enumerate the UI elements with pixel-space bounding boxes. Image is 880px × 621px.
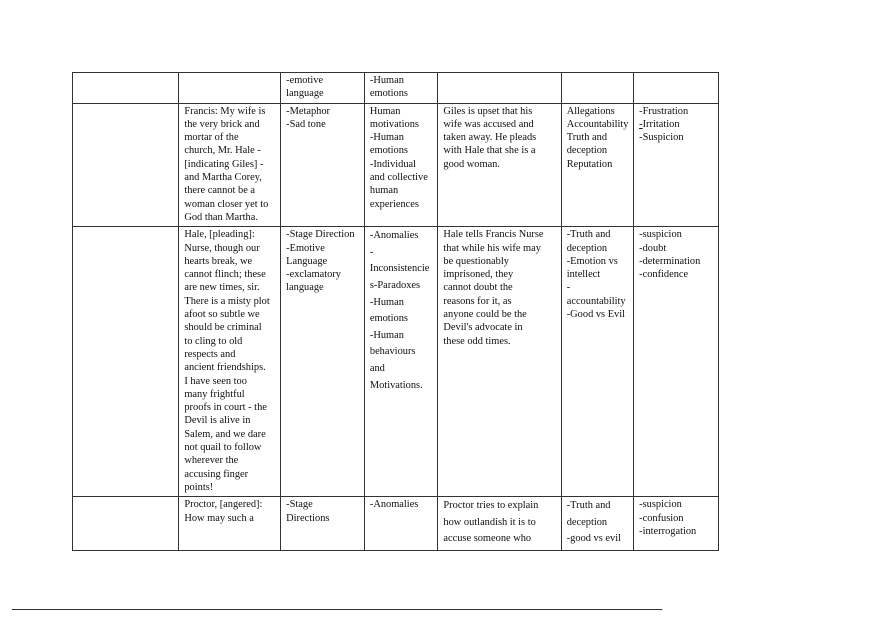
quote-cell [179, 497, 281, 551]
cell-line: accountability [566, 295, 626, 307]
cell-line: -Emotive [286, 242, 325, 254]
cell-line: many frightful [184, 388, 245, 400]
cell-line: Devil's advocate in [443, 322, 523, 334]
cell-line: -Suspicion [639, 132, 684, 144]
cell-line: - [566, 282, 571, 294]
cell-line: -Sad tone [286, 118, 326, 130]
cell-line: the very brick and [184, 118, 260, 130]
cell-line: -confidence [639, 269, 689, 281]
cell-line: -suspicion [639, 229, 682, 241]
cell-line: -doubt [639, 242, 667, 254]
cell-line: woman closer yet to [184, 198, 269, 210]
cell-line: -Human [369, 296, 404, 308]
cell-line: -Good vs Evil [566, 309, 626, 321]
cell-line: proofs in court - the [184, 402, 267, 414]
cell-line: to cling to old [184, 335, 243, 347]
cell-line: Accountability [566, 118, 629, 130]
cell-line: Motivations. [369, 379, 423, 391]
cell-line: Directions [286, 512, 330, 524]
cell-line: points! [184, 481, 214, 493]
cell-line: s-Paradoxes [369, 280, 421, 292]
cell-line: cannot doubt the [443, 282, 513, 294]
cell-line: and Martha Corey, [184, 172, 262, 184]
quote-cell [179, 227, 281, 497]
analysis-table [72, 72, 719, 551]
explanation-cell [438, 73, 561, 104]
cell-line: human [369, 185, 399, 197]
concepts-cell [364, 227, 438, 497]
blank-cell [73, 73, 179, 104]
cell-line: -confusion [639, 512, 684, 524]
quote-cell [179, 103, 281, 227]
blank-cell [73, 103, 179, 227]
cell-line: Hale, [pleading]: [184, 229, 255, 241]
emotions-cell [634, 497, 719, 551]
cell-line: -Human [369, 75, 404, 86]
concepts-cell [364, 73, 438, 104]
techniques-cell [281, 73, 365, 104]
cell-line: Nurse, though our [184, 242, 260, 254]
themes-cell [561, 73, 633, 104]
cell-line: are new times, sir. [184, 282, 260, 294]
cell-line: I have seen too [184, 375, 247, 387]
cell-line: deception [566, 145, 608, 157]
cell-line: -Emotion vs [566, 255, 618, 267]
cell-line: -Frustration [639, 105, 689, 117]
quote-cell [179, 73, 281, 104]
cell-line: emotions [369, 313, 408, 325]
cell-line: intellect [566, 269, 601, 281]
cell-line: -Truth and [566, 229, 611, 241]
cell-line: these odd times. [443, 335, 511, 347]
explanation-cell [438, 103, 561, 227]
blank-cell [73, 227, 179, 497]
cell-line: Reputation [566, 158, 613, 170]
cell-line: how outlandish it is to [443, 516, 536, 528]
cell-line: Allegations [566, 105, 615, 117]
emotions-cell [634, 103, 719, 227]
cell-line: Language [286, 255, 328, 267]
cell-line: church, Mr. Hale - [184, 145, 261, 157]
cell-line: deception [566, 242, 608, 254]
cell-line: language [286, 282, 324, 294]
cell-line: Proctor, [angered]: [184, 499, 263, 511]
cell-line: -Individual [369, 158, 417, 170]
cell-line: deception [566, 516, 608, 528]
cell-line: -Truth and [566, 500, 611, 512]
emotions-cell [634, 73, 719, 104]
cell-line: Devil is alive in [184, 415, 251, 427]
cell-line: Hale tells Francis Nurse [443, 229, 544, 241]
blank-cell [73, 497, 179, 551]
cell-line: -interrogation [639, 525, 697, 537]
cell-line: anyone could be the [443, 309, 527, 321]
cell-line: -Stage Direction [286, 229, 355, 241]
cell-line: - [369, 246, 374, 258]
concepts-cell [364, 497, 438, 551]
cell-line: Giles is upset that his [443, 105, 533, 117]
cell-line: reasons for it, as [443, 295, 512, 307]
table-row [73, 73, 719, 104]
cell-line: emotions [369, 145, 408, 157]
cell-line: There is a misty plot [184, 295, 270, 307]
cell-line: cannot flinch; these [184, 269, 266, 281]
cell-line: -Metaphor [286, 105, 331, 117]
techniques-cell [281, 497, 365, 551]
cell-line: -determination [639, 255, 701, 267]
cell-line: Human [369, 105, 401, 117]
emotions-cell [634, 227, 719, 497]
cell-line: Francis: My wife is [184, 105, 266, 117]
cell-line: -Anomalies [369, 499, 419, 511]
cell-line: -Human [369, 329, 404, 341]
cell-line: language [286, 88, 324, 100]
cell-line: -exclamatory [286, 269, 341, 281]
cell-line: How may such a [184, 512, 254, 524]
cell-line: should be criminal [184, 322, 262, 334]
cell-line: -good vs evil [566, 533, 621, 545]
cell-line: good woman. [443, 158, 500, 170]
cell-line: motivations [369, 118, 419, 130]
cell-line: not quail to follow [184, 442, 262, 454]
cell-line: afoot so subtle we [184, 309, 260, 321]
cell-line: Inconsistencie [369, 263, 430, 275]
techniques-cell [281, 103, 365, 227]
cell-line: -Irritation [639, 118, 680, 130]
cell-line: behaviours [369, 346, 416, 358]
cell-line: taken away. He pleads [443, 132, 537, 144]
cell-line: -Stage [286, 499, 313, 511]
cell-line: imprisoned, they [443, 269, 514, 281]
cell-line: that while his wife may [443, 242, 541, 254]
cell-line: -Anomalies [369, 230, 419, 242]
cell-line: respects and [184, 348, 236, 360]
cell-line: and [369, 363, 385, 375]
cell-line: with Hale that she is a [443, 145, 536, 157]
cell-line: wife was accused and [443, 118, 534, 130]
cell-line: experiences [369, 198, 419, 210]
cell-line: Proctor tries to explain [443, 500, 539, 512]
cell-line: mortar of the [184, 132, 239, 144]
themes-cell [561, 497, 633, 551]
explanation-cell [438, 227, 561, 497]
themes-cell [561, 227, 633, 497]
cell-line: -Human [369, 132, 404, 144]
techniques-cell [281, 227, 365, 497]
cell-line: emotions [369, 88, 408, 100]
table-row [73, 103, 719, 227]
explanation-cell [438, 497, 561, 551]
cell-line: Salem, and we dare [184, 428, 266, 440]
cell-line: -emotive [286, 75, 324, 86]
cell-line: accuse someone who [443, 533, 532, 545]
page-footer-rule [12, 609, 662, 610]
cell-line: God than Martha. [184, 211, 258, 223]
cell-line: ancient friendships. [184, 362, 266, 374]
table-row [73, 497, 719, 551]
concepts-cell [364, 103, 438, 227]
cell-line: be questionably [443, 255, 509, 267]
cell-line: and collective [369, 172, 428, 184]
cell-line: there cannot be a [184, 185, 256, 197]
page-footer-mark: . [661, 603, 664, 612]
cell-line: -suspicion [639, 499, 682, 511]
cell-line: [indicating Giles] - [184, 158, 264, 170]
cell-line: Truth and [566, 132, 608, 144]
cell-line: wherever the [184, 455, 239, 467]
cell-line: accusing finger [184, 468, 249, 480]
themes-cell [561, 103, 633, 227]
table-row [73, 227, 719, 497]
cell-line: hearts break, we [184, 255, 253, 267]
